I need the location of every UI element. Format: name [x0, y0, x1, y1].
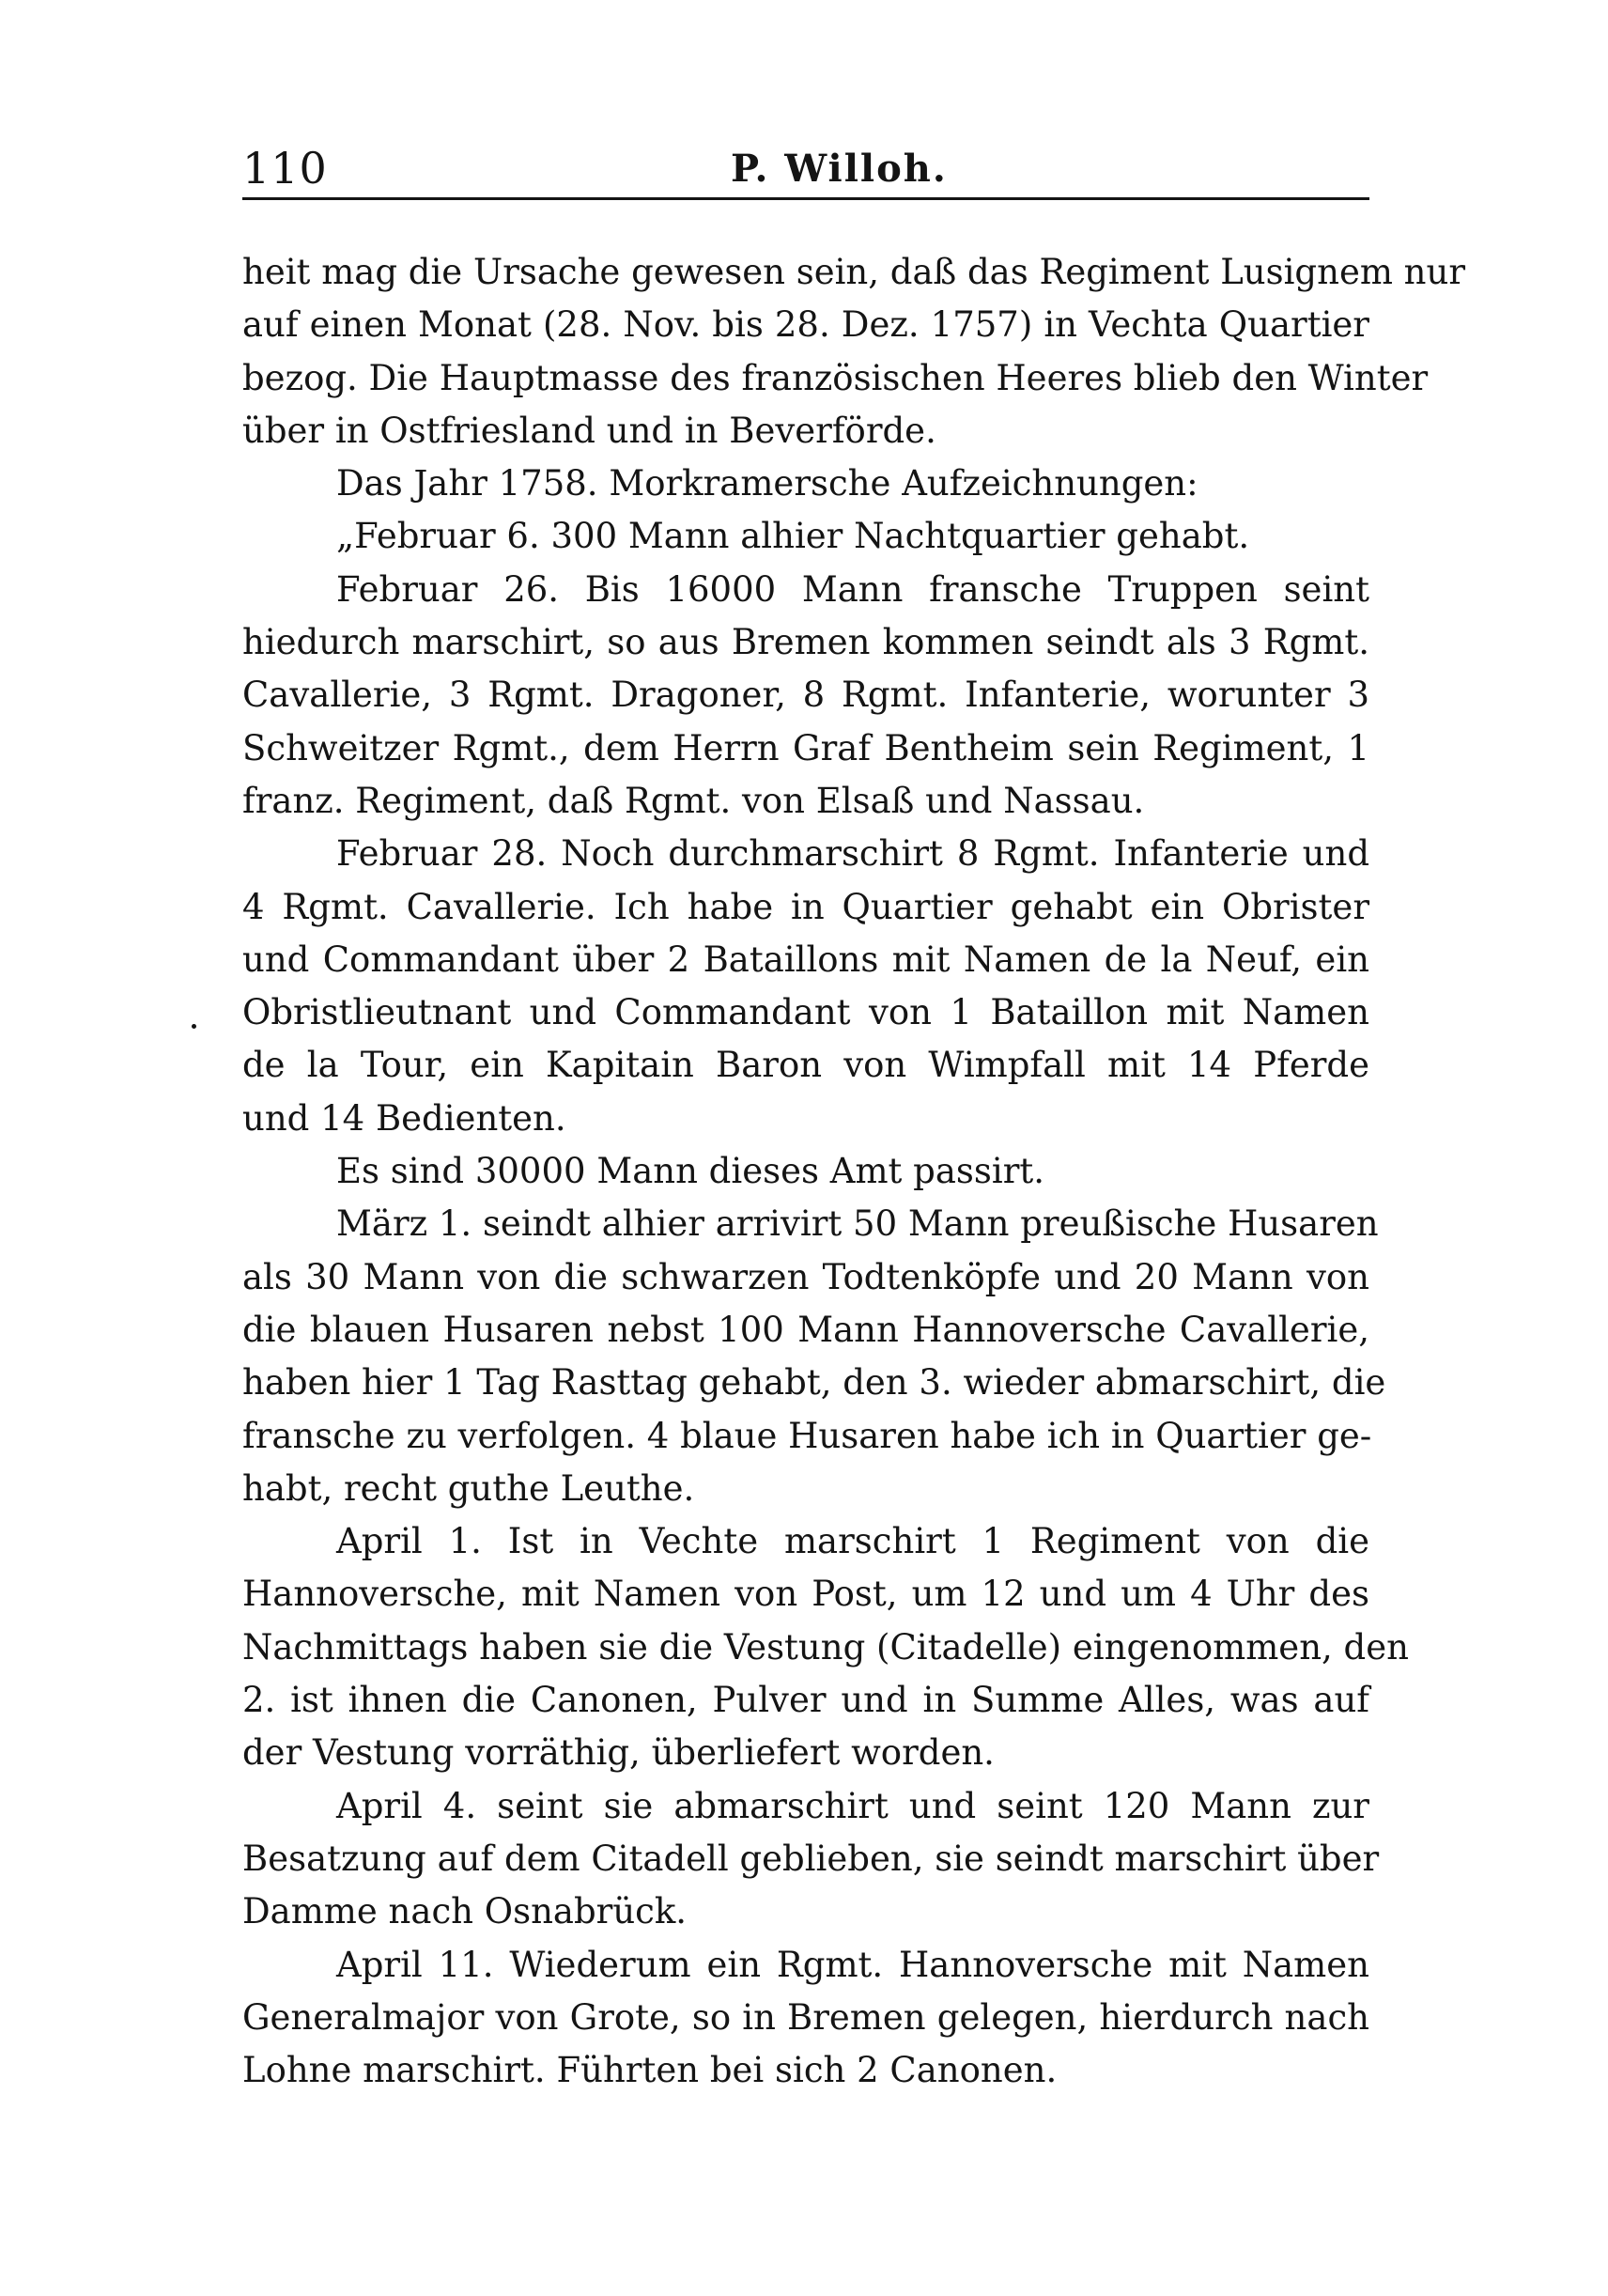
text-line: April 4. seint sie abmarschirt und seint 120 Mann zur [336, 1785, 1369, 1826]
text-line: heit mag die Ursache gewesen sein, daß das Regiment Lusignem nur [242, 252, 1466, 292]
text-line: Cavallerie, 3 Rgmt. Dragoner, 8 Rgmt. Infanterie, worunter 3 [242, 675, 1369, 716]
text-line: April 11. Wiederum ein Rgmt. Hannoversche mit Namen [336, 1944, 1369, 1985]
page-number: 110 [242, 143, 328, 194]
text-line: Februar 26. Bis 16000 Mann fransche Truppen seint [336, 568, 1369, 610]
page-header [242, 141, 1369, 200]
text-line: Februar 28. Noch durchmarschirt 8 Rgmt. Infanterie und [336, 833, 1369, 875]
text-line: haben hier 1 Tag Rasttag gehabt, den 3. wieder abmarschirt, die [242, 1362, 1386, 1404]
body-text [242, 246, 1466, 2097]
text-line: über in Ostfriesland und in Beverförde. [242, 410, 936, 451]
text-line: der Vestung vorräthig, überliefert worden. [242, 1732, 995, 1774]
text-line: habt, recht guthe Leuthe. [242, 1467, 695, 1509]
text-line: Nachmittags haben sie die Vestung (Citadelle) eingenommen, den [242, 1626, 1409, 1668]
text-line: Generalmajor von Grote, so in Bremen gelegen, hierdurch nach [242, 1996, 1369, 2038]
text-line: Lohne marschirt. Führten bei sich 2 Canonen. [242, 2050, 1058, 2091]
margin-dot [192, 1024, 196, 1029]
text-line: 2. ist ihnen die Canonen, Pulver und in Summe Alles, was auf [242, 1680, 1369, 1721]
text-line: Damme nach Osnabrück. [242, 1891, 688, 1932]
text-line: Es sind 30000 Mann dieses Amt passirt. [336, 1151, 1045, 1192]
text-line: die blauen Husaren nebst 100 Mann Hannoversche Cavallerie, [242, 1309, 1369, 1350]
text-line: März 1. seindt alhier arrivirt 50 Mann preußische Husaren [336, 1203, 1379, 1245]
text-line: als 30 Mann von die schwarzen Todtenköpfe und 20 Mann von [242, 1256, 1369, 1297]
running-head: P. Willoh. [731, 147, 948, 191]
text-line: Hannoversche, mit Namen von Post, um 12 und um 4 Uhr des [242, 1574, 1369, 1615]
text-line: 4 Rgmt. Cavallerie. Ich habe in Quartier gehabt ein Obrister [242, 886, 1369, 927]
text-line: Besatzung auf dem Citadell geblieben, sie seindt marschirt über [242, 1838, 1380, 1879]
text-line: April 1. Ist in Vechte marschirt 1 Regiment von die [336, 1521, 1369, 1562]
text-line: fransche zu verfolgen. 4 blaue Husaren habe ich in Quartier ge- [242, 1415, 1372, 1456]
text-line: bezog. Die Hauptmasse des französischen Heeres blieb den Winter [242, 357, 1429, 398]
text-line: Schweitzer Rgmt., dem Herrn Graf Bentheim sein Regiment, 1 [242, 727, 1369, 768]
text-line: franz. Regiment, daß Rgmt. von Elsaß und Nassau. [242, 780, 1145, 821]
text-line: „Februar 6. 300 Mann alhier Nachtquartier gehabt. [336, 516, 1250, 557]
text-line: und Commandant über 2 Bataillons mit Namen de la Neuf, ein [242, 939, 1369, 980]
text-line: de la Tour, ein Kapitain Baron von Wimpfall mit 14 Pferde [242, 1045, 1369, 1086]
text-line: Obristlieutnant und Commandant von 1 Bataillon mit Namen [242, 992, 1369, 1033]
section-heading: Das Jahr 1758. Morkramersche Aufzeichnungen: [336, 463, 1198, 504]
text-line: und 14 Bedienten. [242, 1097, 566, 1139]
text-line: auf einen Monat (28. Nov. bis 28. Dez. 1757) in Vechta Quartier [242, 304, 1369, 346]
text-line: hiedurch marschirt, so aus Bremen kommen seindt als 3 Rgmt. [242, 622, 1369, 663]
